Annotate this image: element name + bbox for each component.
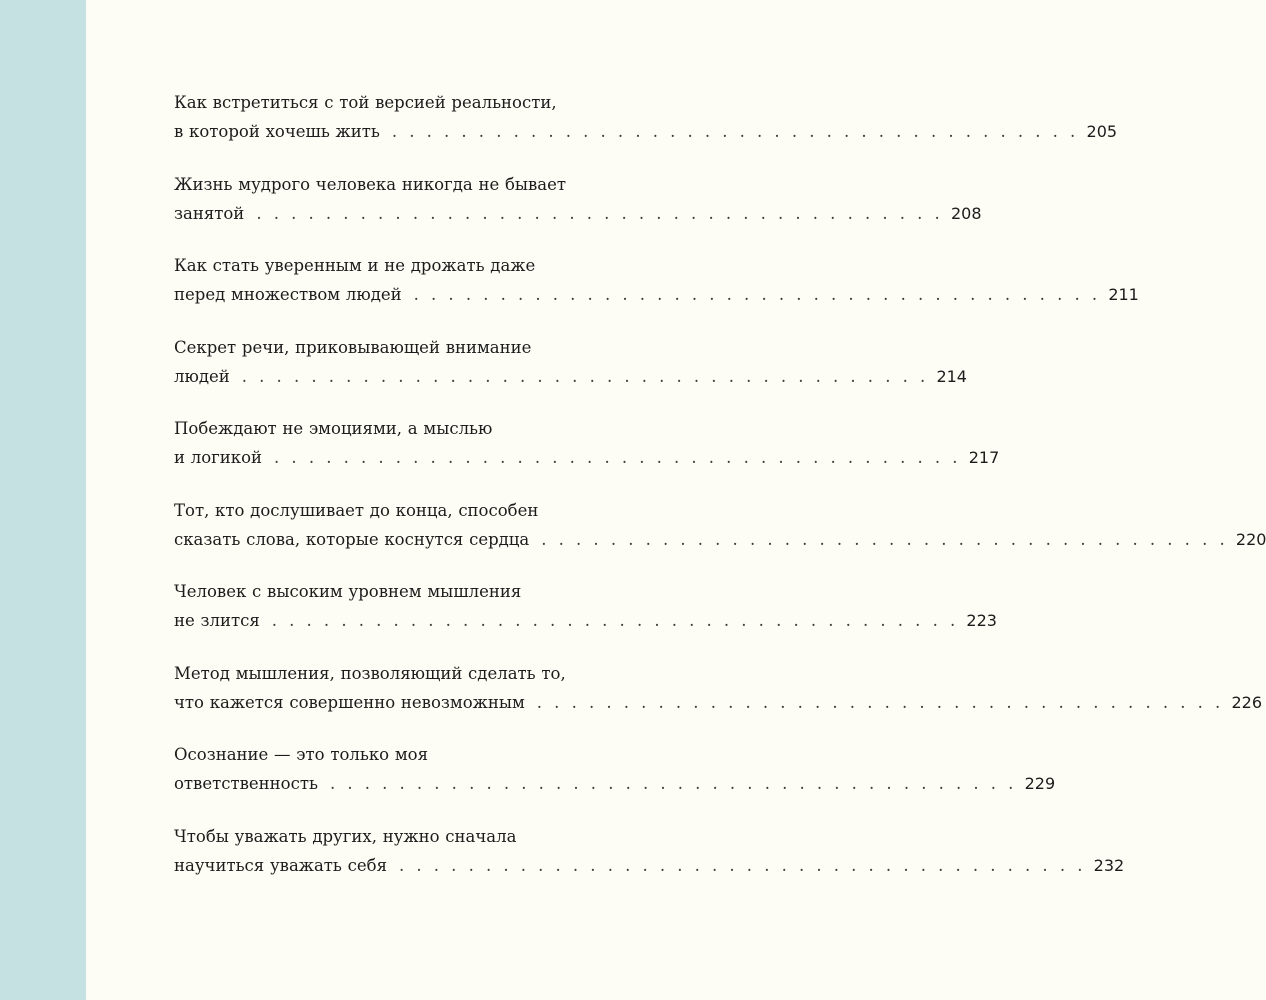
toc-page-number: 226 [1231,692,1262,712]
dot-leader: . . . . . . . . . . . . . . . . . . . . . . . . . . . . . . . . . . . . . . . . [241,366,929,386]
toc-page-number: 232 [1093,855,1125,875]
toc-entry-title-line: не злится [174,611,260,630]
toc-entry-title-line: Побеждают не эмоциями, а мыслью [174,419,493,438]
dot-leader: . . . . . . . . . . . . . . . . . . . . . . . . . . . . . . . . . . . . . . . . [391,122,1079,141]
toc-entry-title-line: ответственность [174,774,318,793]
toc-entry-title-line: Чтобы уважать других, нужно сначала [174,826,517,846]
toc-entry[interactable] [174,822,1125,880]
toc-entry-title-line: занятой [174,203,245,223]
toc-page-number: 208 [950,203,982,223]
toc-page-number: 205 [1086,122,1118,141]
toc-page-number: 214 [936,366,967,386]
toc-entry-title-line: Осознание — это только моя [174,745,429,764]
toc-page-number: 220 [1235,529,1266,549]
toc-entry-title-line: Как встретиться с той версией реальности, [174,93,557,112]
toc-entry-title-line: сказать слова, которые коснутся сердца [174,529,530,549]
toc-entry-title-line: что кажется совершенно невозможным [174,692,525,712]
dot-leader: . . . . . . . . . . . . . . . . . . . . . . . . . . . . . . . . . . . . . . . . [413,285,1101,304]
toc-entry[interactable] [174,88,1118,146]
toc-entry[interactable] [174,414,1000,472]
dot-leader: . . . . . . . . . . . . . . . . . . . . . . . . . . . . . . . . . . . . . . . . [329,774,1017,793]
toc-entry[interactable] [174,740,1056,798]
toc-page-number: 229 [1024,774,1056,793]
toc-entry[interactable] [174,496,1266,554]
side-color-band [0,0,86,1000]
toc-page-number: 223 [966,611,997,630]
toc-entry-title-line: в которой хочешь жить [174,122,380,141]
toc-entry-title-line: перед множеством людей [174,285,402,304]
toc-entry-title-line: Метод мышления, позволяющий сделать то, [174,663,566,683]
dot-leader: . . . . . . . . . . . . . . . . . . . . . . . . . . . . . . . . . . . . . . . . [399,855,1086,875]
toc-entry-title-line: Человек с высоким уровнем мышления [174,582,522,601]
dot-leader: . . . . . . . . . . . . . . . . . . . . . . . . . . . . . . . . . . . . . . . . [541,529,1228,549]
toc-entry-title-line: Как стать уверенным и не дрожать даже [174,256,536,275]
dot-leader: . . . . . . . . . . . . . . . . . . . . . . . . . . . . . . . . . . . . . . . . [256,203,943,223]
toc-entry[interactable] [174,333,967,391]
toc-entry[interactable] [174,659,1262,717]
toc-entry-title-line: и логикой [174,448,263,467]
dot-leader: . . . . . . . . . . . . . . . . . . . . . . . . . . . . . . . . . . . . . . . . [271,611,959,630]
toc-entry-title-line: людей [174,366,230,386]
toc-entry[interactable] [174,577,997,635]
dot-leader: . . . . . . . . . . . . . . . . . . . . . . . . . . . . . . . . . . . . . . . . [274,448,961,467]
toc-entry-title-line: научиться уважать себя [174,855,388,875]
toc-entry[interactable] [174,251,1139,309]
toc-entry[interactable] [174,170,982,228]
toc-entry-title-line: Тот, кто дослушивает до конца, способен [174,500,539,520]
dot-leader: . . . . . . . . . . . . . . . . . . . . . . . . . . . . . . . . . . . . . . . . [536,692,1224,712]
table-of-contents [174,88,1266,903]
toc-entry-title-line: Секрет речи, приковывающей внимание [174,337,532,357]
toc-entry-title-line: Жизнь мудрого человека никогда не бывает [174,174,567,194]
toc-page-number: 217 [968,448,1000,467]
toc-page-number: 211 [1108,285,1139,304]
